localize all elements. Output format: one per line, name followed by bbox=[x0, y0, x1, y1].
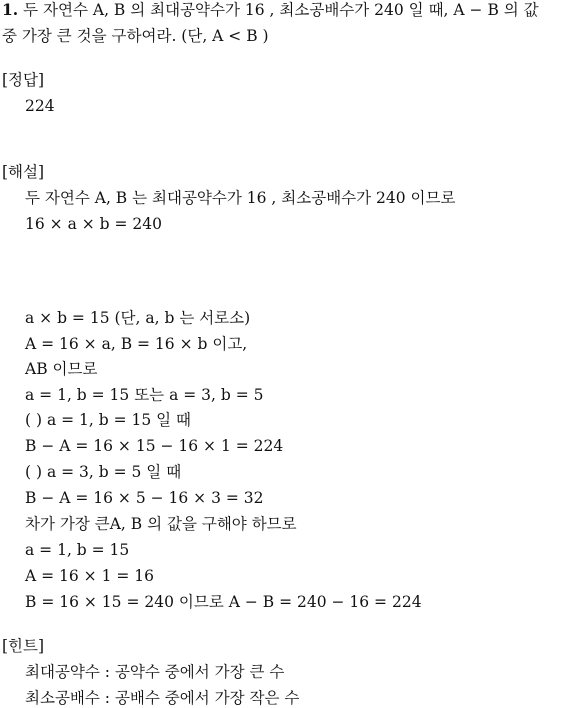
answer-header: [정답] bbox=[2, 71, 45, 89]
solution-line: B − A = 16 × 5 − 16 × 3 = 32 bbox=[25, 489, 264, 507]
hint-header: [힌트] bbox=[2, 637, 45, 655]
solution-line: a = 1, b = 15 또는 a = 3, b = 5 bbox=[25, 386, 264, 404]
question-text-1: 두 자연수 A, B 의 최대공약수가 16 , 최소공배수가 240 일 때, A − B 의 값 bbox=[23, 1, 539, 19]
question-line-1 bbox=[2, 0, 539, 20]
solution-line: B − A = 16 × 15 − 16 × 1 = 224 bbox=[25, 437, 284, 455]
hint-line: 최소공배수 : 공배수 중에서 가장 작은 수 bbox=[25, 689, 300, 707]
question-number: 1. bbox=[2, 0, 19, 19]
hint-line: 최대공약수 : 공약수 중에서 가장 큰 수 bbox=[25, 663, 285, 681]
solution-line: AB 이므로 bbox=[25, 360, 98, 378]
solution-line: B = 16 × 15 = 240 이므로 A − B = 240 − 16 = 224 bbox=[25, 593, 422, 611]
solution-line: ( ) a = 3, b = 5 일 때 bbox=[25, 463, 182, 481]
solution-line: A = 16 × a, B = 16 × b 이고, bbox=[25, 335, 248, 353]
solution-line: a = 1, b = 15 bbox=[25, 541, 130, 559]
solution-header: [해설] bbox=[2, 163, 45, 181]
solution-line: 16 × a × b = 240 bbox=[25, 215, 162, 233]
solution-line: 차가 가장 큰A, B 의 값을 구해야 하므로 bbox=[25, 515, 297, 533]
question-text-2: 중 가장 큰 것을 구하여라. (단, A < B ) bbox=[2, 27, 269, 45]
solution-line: A = 16 × 1 = 16 bbox=[25, 567, 155, 585]
solution-line: a × b = 15 (단, a, b 는 서로소) bbox=[25, 309, 251, 327]
solution-line: 두 자연수 A, B 는 최대공약수가 16 , 최소공배수가 240 이므로 bbox=[25, 189, 456, 207]
answer-value: 224 bbox=[25, 97, 55, 115]
solution-line: ( ) a = 1, b = 15 일 때 bbox=[25, 411, 192, 429]
